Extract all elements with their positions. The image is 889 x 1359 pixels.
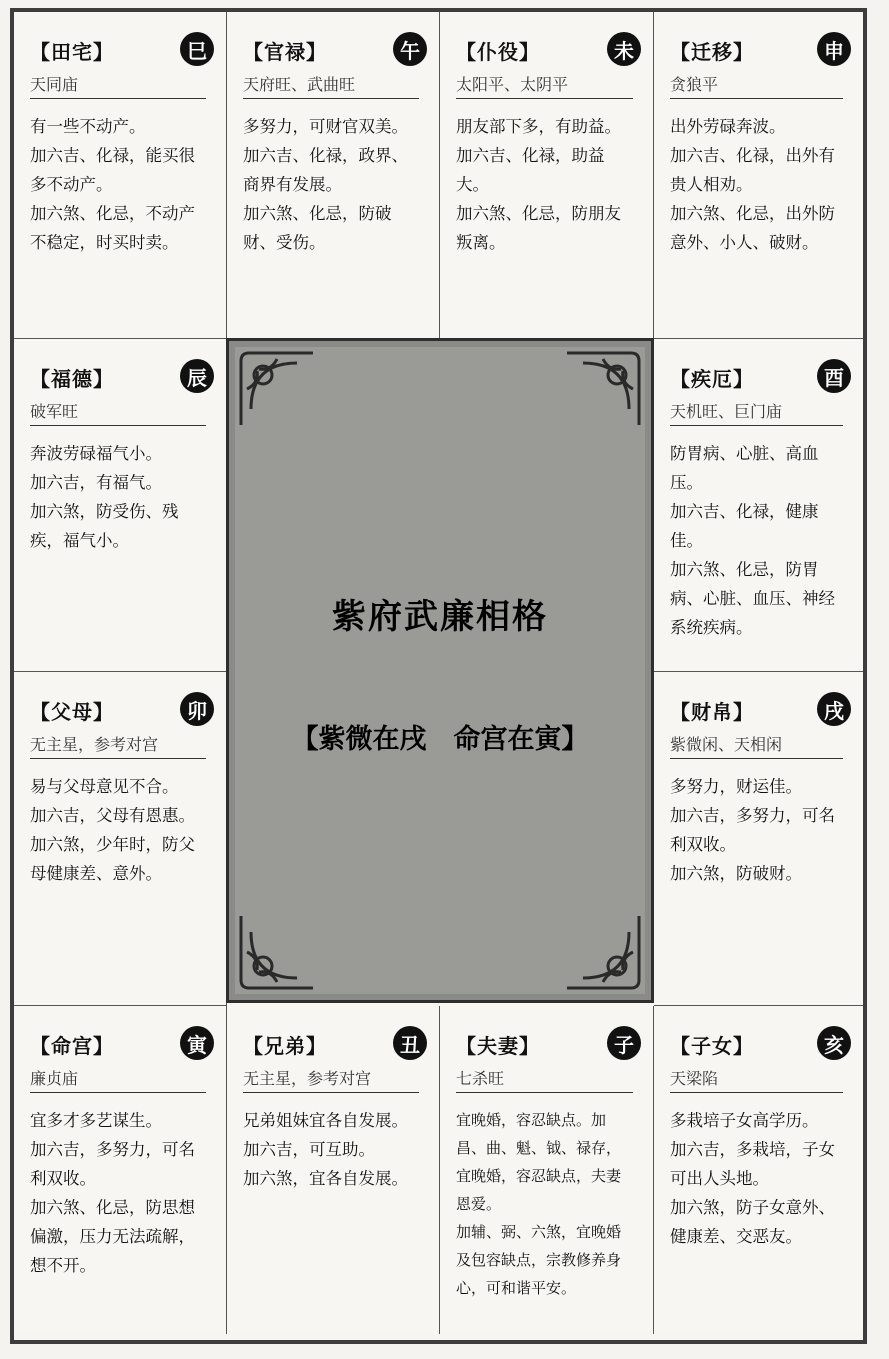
- description-line: 加六煞、化忌，出外防意外、小人、破财。: [670, 204, 835, 252]
- palace-stars: 无主星，参考对宫: [30, 735, 159, 754]
- description-line: 加六吉、化禄，政界、商界有发展。: [243, 146, 408, 194]
- description-line: 加六吉，父母有恩惠。: [30, 806, 195, 825]
- palace-fuqi: [440, 1006, 654, 1334]
- palace-description: [670, 112, 845, 257]
- palace-description: [30, 439, 208, 555]
- description-line: 加六吉、化禄，健康佳。: [670, 502, 819, 550]
- earthly-branch-badge: 未: [607, 32, 641, 66]
- description-line: 加六吉，有福气。: [30, 473, 162, 492]
- ornament-bottom-left-icon: [237, 912, 317, 992]
- palace-name: 【田宅】: [30, 40, 114, 64]
- palace-description: [456, 112, 635, 257]
- ornament-top-right-icon: [563, 349, 643, 429]
- palace-fude: [14, 339, 227, 672]
- palace-stars: 紫微闲、天相闲: [670, 735, 783, 754]
- palace-name: 【仆役】: [456, 40, 540, 64]
- palace-stars: 天梁陷: [670, 1069, 719, 1088]
- chart-subtitle: 【紫微在戌 命宫在寅】: [291, 724, 589, 755]
- divider: [670, 758, 843, 759]
- earthly-branch-badge: 子: [607, 1026, 641, 1060]
- palace-description: [30, 112, 208, 257]
- description-line: 加六吉，可互助。: [243, 1140, 375, 1159]
- description-line: 加六煞、化忌，防思想偏激，压力无法疏解，想不开。: [30, 1198, 195, 1275]
- description-line: 多努力，可财官双美。: [243, 117, 408, 136]
- palace-stars: 天机旺、巨门庙: [670, 402, 783, 421]
- description-line: 加六吉，多栽培，子女可出人头地。: [670, 1140, 835, 1188]
- earthly-branch-badge: 卯: [180, 692, 214, 726]
- palace-guanlu: [227, 12, 440, 339]
- palace-name: 【命宫】: [30, 1034, 114, 1058]
- description-line: 加六煞，防子女意外、健康差、交恶友。: [670, 1198, 835, 1246]
- palace-description: [670, 772, 845, 888]
- description-line: 易与父母意见不合。: [30, 777, 179, 796]
- palace-minggong: [14, 1006, 227, 1334]
- earthly-branch-badge: 申: [817, 32, 851, 66]
- earthly-branch-badge: 酉: [817, 359, 851, 393]
- palace-name: 【子女】: [670, 1034, 754, 1058]
- description-line: 加六煞，防破财。: [670, 864, 802, 883]
- palace-stars: 无主星，参考对宫: [243, 1069, 372, 1088]
- description-line: 有一些不动产。: [30, 117, 146, 136]
- palace-name: 【官禄】: [243, 40, 327, 64]
- palace-name: 【福德】: [30, 367, 114, 391]
- palace-name: 【财帛】: [670, 700, 754, 724]
- description-line: 奔波劳碌福气小。: [30, 444, 162, 463]
- palace-stars: 天同庙: [30, 75, 79, 94]
- description-line: 加六吉、化禄，出外有贵人相劝。: [670, 146, 835, 194]
- earthly-branch-badge: 巳: [180, 32, 214, 66]
- description-line: 宜晚婚，容忍缺点。加昌、曲、魁、钺、禄存，宜晚婚，容忍缺点，夫妻恩爱。: [456, 1111, 622, 1213]
- divider: [456, 1092, 633, 1093]
- divider: [30, 425, 206, 426]
- palace-description: [243, 112, 421, 257]
- description-line: 加六煞、化忌，不动产不稳定，时买时卖。: [30, 204, 195, 252]
- palace-stars: 廉贞庙: [30, 1069, 79, 1088]
- description-line: 宜多才多艺谋生。: [30, 1111, 162, 1130]
- description-line: 加六吉，多努力，可名利双收。: [30, 1140, 195, 1188]
- divider: [243, 98, 419, 99]
- palace-stars: 破军旺: [30, 402, 79, 421]
- description-line: 加六吉、化禄，助益大。: [456, 146, 605, 194]
- divider: [670, 425, 843, 426]
- divider: [456, 98, 633, 99]
- palace-stars: 贪狼平: [670, 75, 719, 94]
- description-line: 加六煞、化忌，防胃病、心脏、血压、神经系统疾病。: [670, 560, 835, 637]
- palace-name: 【兄弟】: [243, 1034, 327, 1058]
- palace-puyi: [440, 12, 654, 339]
- earthly-branch-badge: 亥: [817, 1026, 851, 1060]
- description-line: 加辅、弼、六煞，宜晚婚及包容缺点，宗教修养身心，可和谐平安。: [456, 1223, 622, 1297]
- center-panel-inner: [235, 347, 645, 994]
- description-line: 加六煞、化忌，防破财、受伤。: [243, 204, 392, 252]
- palace-stars: 太阳平、太阴平: [456, 75, 569, 94]
- palace-jie: [654, 339, 863, 672]
- description-line: 兄弟姐妹宜各自发展。: [243, 1111, 408, 1130]
- palace-description: [670, 1106, 845, 1251]
- ornament-bottom-right-icon: [563, 912, 643, 992]
- ornament-top-left-icon: [237, 349, 317, 429]
- divider: [30, 758, 206, 759]
- palace-qianyi: [654, 12, 863, 339]
- description-line: 加六煞、化忌，防朋友叛离。: [456, 204, 621, 252]
- palace-stars: 天府旺、武曲旺: [243, 75, 356, 94]
- description-line: 防胃病、心脏、高血压。: [670, 444, 819, 492]
- description-line: 加六煞，宜各自发展。: [243, 1169, 408, 1188]
- palace-tianzhai: [14, 12, 227, 339]
- earthly-branch-badge: 丑: [393, 1026, 427, 1060]
- earthly-branch-badge: 辰: [180, 359, 214, 393]
- divider: [670, 98, 843, 99]
- divider: [30, 1092, 206, 1093]
- description-line: 多栽培子女高学历。: [670, 1111, 819, 1130]
- palace-name: 【夫妻】: [456, 1034, 540, 1058]
- description-line: 加六煞，少年时，防父母健康差、意外。: [30, 835, 195, 883]
- palace-name: 【迁移】: [670, 40, 754, 64]
- palace-description: [456, 1106, 635, 1302]
- divider: [670, 1092, 843, 1093]
- description-line: 加六煞，防受伤、残疾，福气小。: [30, 502, 179, 550]
- palace-xiongdi: [227, 1006, 440, 1334]
- palace-caibo: [654, 672, 863, 1006]
- divider: [243, 1092, 419, 1093]
- palace-name: 【疾厄】: [670, 367, 754, 391]
- chart-title: 紫府武廉相格: [332, 597, 548, 637]
- palace-name: 【父母】: [30, 700, 114, 724]
- palace-description: [243, 1106, 421, 1193]
- palace-stars: 七杀旺: [456, 1069, 505, 1088]
- description-line: 加六吉、化禄，能买很多不动产。: [30, 146, 195, 194]
- description-line: 多努力，财运佳。: [670, 777, 802, 796]
- palace-fumu: [14, 672, 227, 1006]
- palace-description: [670, 439, 845, 642]
- earthly-branch-badge: 寅: [180, 1026, 214, 1060]
- earthly-branch-badge: 戌: [817, 692, 851, 726]
- palace-description: [30, 1106, 208, 1280]
- description-line: 出外劳碌奔波。: [670, 117, 786, 136]
- divider: [30, 98, 206, 99]
- earthly-branch-badge: 午: [393, 32, 427, 66]
- description-line: 朋友部下多，有助益。: [456, 117, 621, 136]
- palace-zinv: [654, 1006, 863, 1334]
- description-line: 加六吉，多努力，可名利双收。: [670, 806, 835, 854]
- center-panel: [226, 338, 654, 1003]
- palace-description: [30, 772, 208, 888]
